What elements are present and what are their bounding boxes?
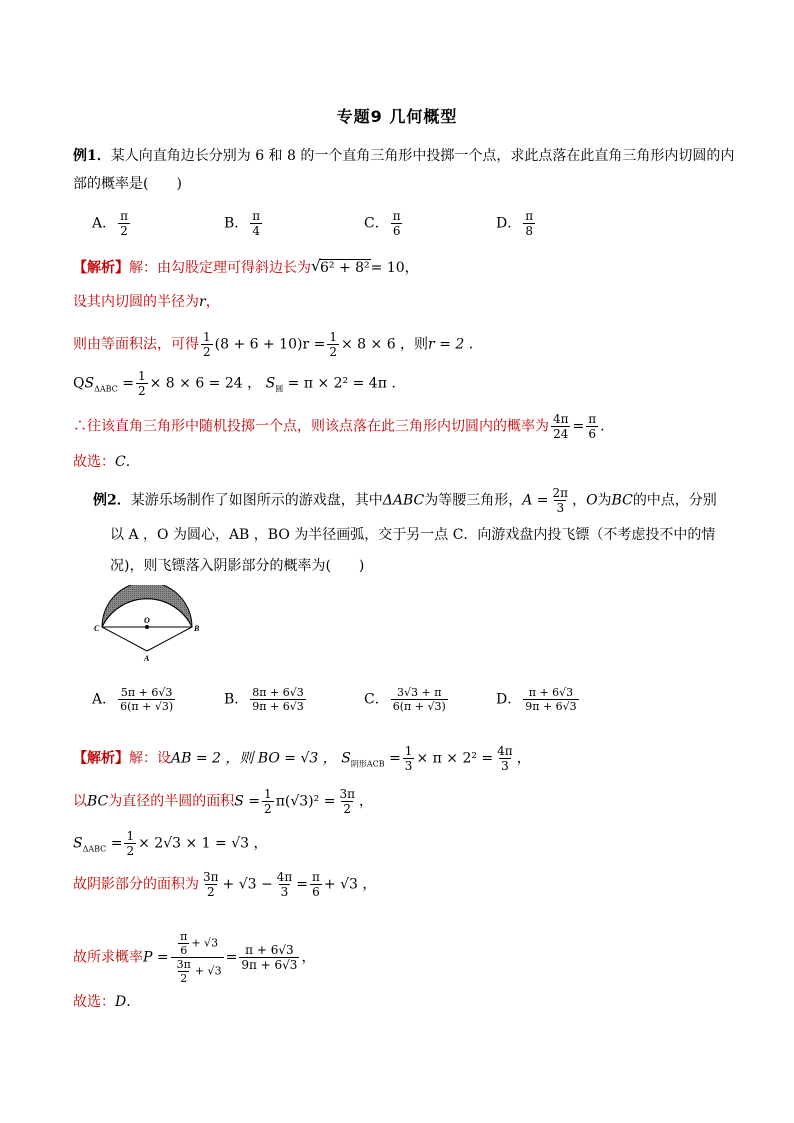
text: 为 (597, 492, 612, 509)
var: r (199, 294, 206, 310)
text: + √3 − (222, 876, 273, 893)
ex1-solution-line4 (73, 369, 396, 399)
text: BC (87, 793, 109, 810)
point-o (145, 625, 149, 629)
text: r = 2 . (428, 336, 474, 353)
ex1-text-l1: 某人向直角边长分别为 6 和 8 的一个直角三角形中投掷一个点，求此点落在此直角三角形内切圆的内 (110, 148, 735, 164)
frac-num: 3π (203, 870, 219, 884)
text: S = (234, 793, 261, 810)
text: ， (358, 793, 373, 810)
ex2-label: 例2． (93, 492, 131, 509)
frac-num: 8π + 6√3 (252, 686, 304, 699)
text: ∴往该直角三角形中随机投掷一个点，则该点落在此三角形内切圆内的概率为 (73, 418, 549, 435)
frac-den: 3 (501, 759, 509, 773)
ex1-option-a (92, 209, 132, 238)
ex1-solution-line3 (73, 330, 473, 359)
text: 解：由勾股定理可得斜边长为 (129, 260, 311, 276)
ex1-option-b (224, 209, 264, 238)
text: 为等腰三角形， (424, 492, 523, 509)
text: S (84, 375, 95, 392)
frac-num: π (252, 209, 261, 223)
text: 故选： (73, 994, 115, 1010)
text: × 2√3 × 1 = √3 ， (138, 835, 268, 852)
segment-ba (147, 627, 192, 651)
frac-den: 9π + 6√3 (525, 700, 577, 713)
text: 某游乐场制作了如图所示的游戏盘，其中 (130, 492, 383, 509)
text: Q (73, 375, 85, 392)
option-fraction (250, 209, 262, 238)
frac-den: 3 (404, 759, 413, 773)
frac-den: 6 (392, 224, 401, 238)
fraction (275, 870, 295, 899)
ex1-label: 例1． (73, 148, 111, 164)
text: ， (205, 294, 220, 310)
sqrt-expr (311, 258, 371, 278)
ex1-option-c (364, 209, 405, 238)
label-b: B (194, 624, 200, 633)
text: = (225, 949, 238, 966)
text: × π × 2² = (416, 750, 494, 767)
frac-num: 3π (176, 958, 191, 971)
frac-num: 1 (137, 369, 146, 383)
text: 故所求概率 (73, 949, 143, 966)
frac-num: 1 (404, 744, 413, 758)
frac-den: 3 (556, 501, 565, 515)
text: 则由等面积法，可得 (73, 336, 199, 353)
frac-num: 4π (276, 870, 293, 884)
text: = 10， (370, 260, 419, 276)
ex2-question-line3: 况)，则飞镖落入阴影部分的概率为( ) (110, 558, 365, 574)
frac-num: π (392, 209, 401, 223)
option-letter: B． (224, 691, 249, 708)
frac-num: π (120, 209, 129, 223)
frac-den: 6(π + √3) (120, 700, 174, 713)
frac-num: 1 (329, 330, 337, 344)
fraction (136, 369, 148, 398)
option-fraction (523, 686, 578, 713)
frac-num: 1 (126, 829, 135, 843)
ex1-question-line2: 部的概率是( ) (73, 176, 182, 192)
frac-num: π (312, 870, 320, 884)
frac-num: 4π (497, 744, 513, 758)
ex1-question-line1 (73, 146, 734, 166)
option-fraction (250, 686, 305, 713)
frac-den: 2 (126, 844, 135, 858)
page-title: 专题9 几何概型 (336, 107, 458, 126)
option-fraction (523, 209, 535, 238)
label-o: O (144, 616, 150, 625)
text: AB = 2 ，则 BO = √3 ， (171, 750, 337, 767)
ex2-solution-line3 (73, 829, 268, 859)
segment-ca (102, 627, 147, 651)
frac-num: 5π + 6√3 (120, 686, 173, 699)
text: 故阴影部分的面积为 (73, 876, 199, 893)
ex2-answer (73, 992, 131, 1012)
text: 的中点，分别 (632, 492, 717, 509)
text: ， (301, 949, 316, 966)
text: + √3 (191, 936, 219, 950)
ex2-solution-line2 (73, 787, 373, 816)
option-letter: D． (496, 691, 522, 708)
frac-den: 3 (280, 885, 289, 899)
option-letter: C． (364, 215, 389, 232)
frac-den: 8 (525, 224, 533, 238)
ex2-option-d (496, 686, 581, 713)
ex2-solution-line1 (73, 744, 531, 774)
answer-letter: C (115, 454, 126, 470)
subscript: 阴形ACB (350, 759, 385, 769)
text: O (586, 492, 598, 509)
option-letter: A． (92, 215, 117, 232)
option-fraction (118, 686, 175, 713)
option-letter: D． (496, 215, 522, 232)
frac-num: 3π (339, 787, 355, 801)
fraction (239, 943, 299, 972)
text: S (341, 750, 351, 767)
frac-num: π (525, 209, 534, 223)
text: = (296, 876, 308, 893)
frac-den: 6 (180, 944, 188, 957)
inner-fraction (178, 930, 189, 957)
ex2-solution-line4 (73, 870, 376, 899)
frac-den: 2 (137, 384, 146, 398)
frac-den: 2 (120, 224, 128, 238)
frac-den: 4 (252, 224, 261, 238)
ex2-question-line1 (93, 486, 717, 515)
fraction (403, 744, 415, 773)
frac-den: 2 (329, 345, 337, 359)
text: 设其内切圆的半径为 (73, 294, 199, 310)
text: = π × 2² = 4π . (287, 375, 396, 392)
text: 以 (73, 793, 87, 810)
frac-num: 1 (264, 787, 272, 801)
subscript: ΔABC (82, 844, 107, 854)
text: = (122, 375, 134, 392)
text: BC (611, 492, 633, 509)
text: S (265, 375, 276, 392)
subscript: ΔABC (94, 384, 118, 394)
text: 为直径的半圆的面积 (108, 793, 235, 810)
ex1-solution-line2 (73, 292, 220, 312)
text: . (126, 994, 131, 1010)
ex2-solution-line5 (73, 930, 315, 985)
fraction (201, 330, 213, 359)
option-letter: C． (364, 691, 389, 708)
text: . (125, 454, 131, 470)
text: 故选： (73, 454, 115, 470)
fraction (586, 412, 598, 441)
ex2-question-line2: 以 A ，O 为圆心，AB ，BO 为半径画弧，交于另一点 C．向游戏盘内投飞镖（不考虑投不中的情 (110, 527, 716, 543)
frac-num: π + 6√3 (528, 686, 574, 699)
compound-fraction (171, 930, 224, 985)
text: ， (516, 750, 531, 767)
frac-den: 2 (206, 885, 215, 899)
frac-num: 1 (203, 330, 211, 344)
ex1-option-d (496, 209, 537, 238)
ex1-answer (73, 452, 130, 472)
fraction (551, 412, 571, 441)
ex2-option-a (92, 686, 177, 713)
option-letter: B． (224, 215, 249, 232)
text: + √3 ， (323, 876, 377, 893)
frac-den: 2 (264, 802, 272, 816)
frac-num: π + 6√3 (245, 943, 294, 957)
fraction (327, 330, 339, 359)
text: 解：设 (129, 750, 171, 767)
label-c: C (94, 624, 100, 633)
fraction (124, 829, 136, 858)
inner-fraction (175, 958, 193, 985)
text: + √3 (194, 964, 222, 978)
frac-den: 6 (588, 427, 597, 441)
frac-den: 6(π + √3) (392, 700, 446, 713)
fraction (201, 870, 221, 899)
frac-num: 3√3 + π (397, 686, 442, 699)
frac-den (171, 957, 224, 985)
text: π(√3)² = (275, 793, 336, 810)
text: = (572, 418, 585, 435)
ex2-option-c (364, 686, 450, 713)
frac-num: π (180, 930, 188, 943)
text: A = (522, 492, 549, 509)
frac-num: 2π (552, 486, 569, 500)
fraction (262, 787, 274, 816)
frac-den: 9π + 6√3 (241, 958, 298, 972)
answer-letter: D (115, 994, 127, 1010)
frac-den: 2 (203, 345, 211, 359)
ex2-option-b (224, 686, 308, 713)
frac-den: 2 (343, 802, 352, 816)
game-board-figure (92, 585, 202, 665)
option-fraction (391, 686, 448, 713)
label-a: A (144, 654, 150, 663)
text: (8 + 6 + 10)r = (214, 336, 326, 353)
solution-tag: 【解析】 (73, 750, 129, 767)
fraction (495, 744, 515, 773)
text: ΔABC (382, 492, 425, 509)
ex1-solution-line1 (73, 258, 419, 278)
fraction (551, 486, 571, 515)
frac-den: 9π + 6√3 (252, 700, 304, 713)
fraction (310, 870, 322, 899)
radicand: 6² + 8² (320, 260, 370, 276)
frac-den: 6 (312, 885, 320, 899)
text: = (110, 835, 123, 852)
text: . (600, 418, 605, 435)
fraction (337, 787, 357, 816)
subscript: 圆 (275, 384, 284, 394)
option-letter: A． (92, 691, 117, 708)
frac-num (174, 930, 220, 957)
text: P = (143, 949, 169, 966)
option-fraction (391, 209, 403, 238)
ex1-solution-line5 (73, 412, 605, 441)
text: × 8 × 6 ，则 (340, 336, 429, 353)
option-fraction (118, 209, 130, 238)
frac-num: π (588, 412, 597, 426)
text: ， (572, 492, 587, 509)
frac-den: 24 (553, 427, 569, 441)
text: = (389, 750, 401, 767)
text: S (73, 835, 83, 852)
frac-den: 2 (180, 972, 188, 985)
frac-num: 4π (553, 412, 569, 426)
solution-tag: 【解析】 (73, 260, 129, 276)
text: × 8 × 6 = 24 ， (149, 375, 262, 392)
